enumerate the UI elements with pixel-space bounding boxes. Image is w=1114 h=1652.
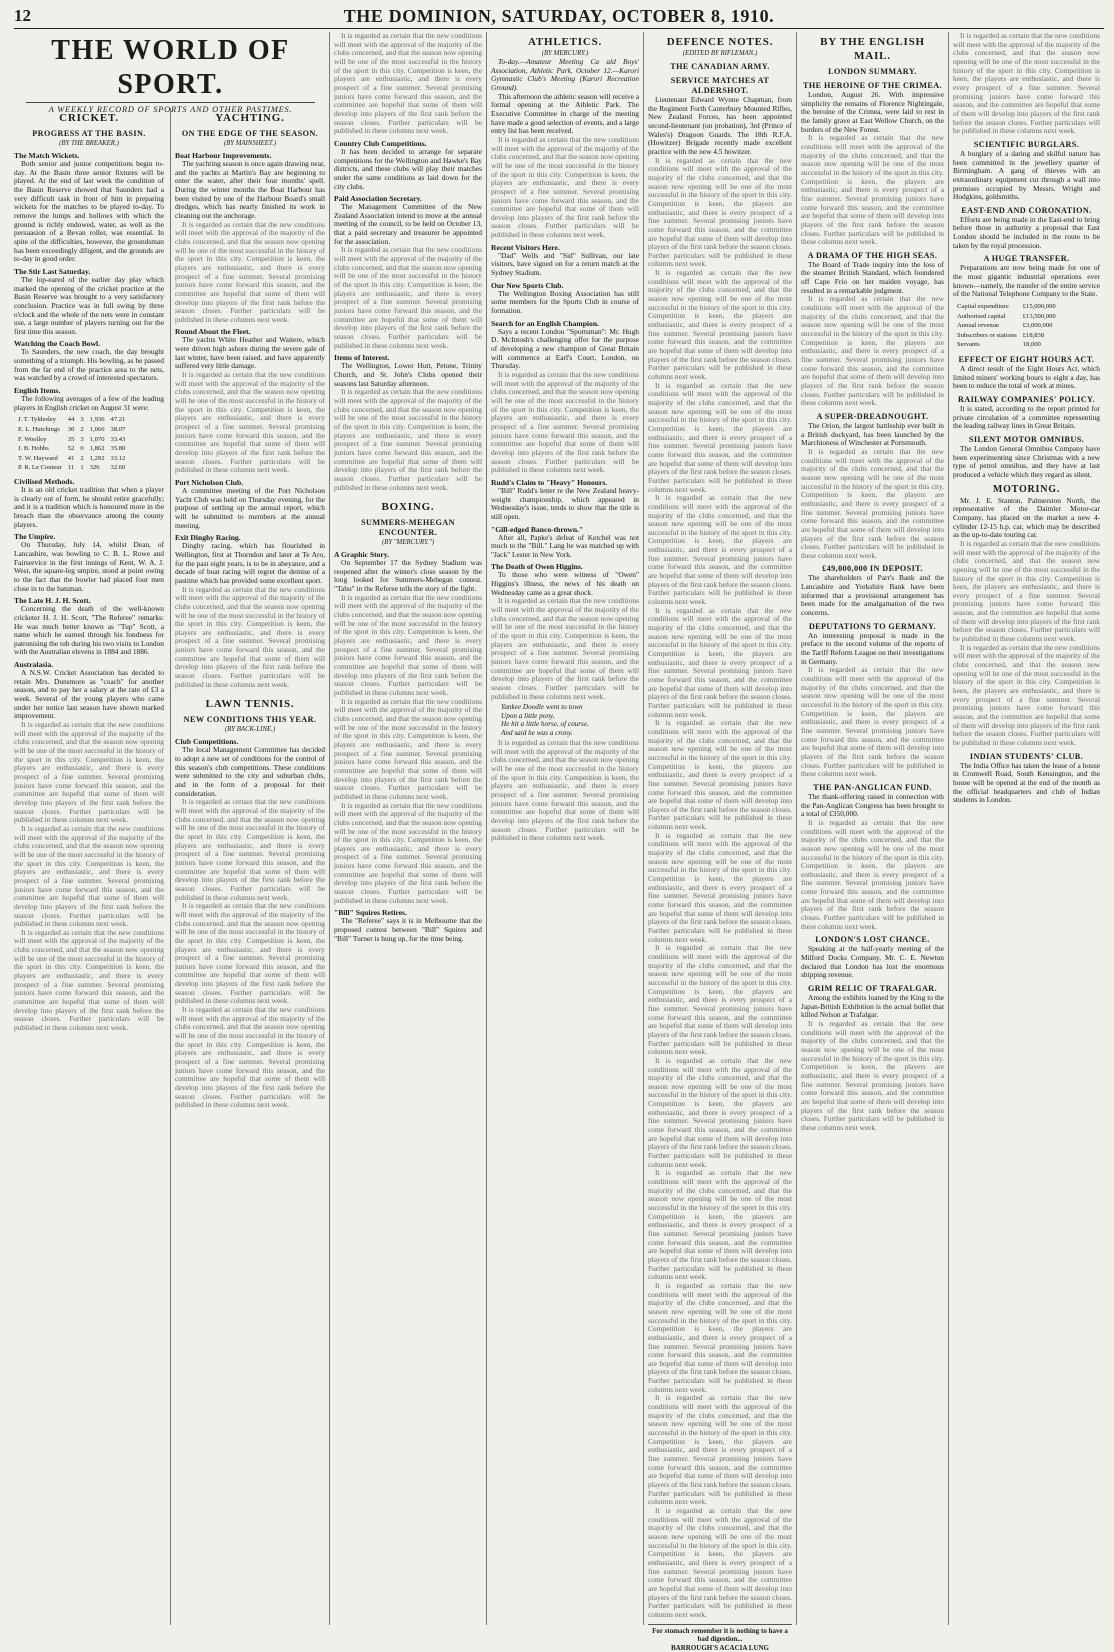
column-rule bbox=[948, 32, 949, 1625]
article-subhead: A HUGE TRANSFER. bbox=[953, 254, 1100, 264]
article-paragraph: The Orion, the largest battleship ever built in a British dockyard, has been launched by the Marchioness of Winchester at Portsmouth. bbox=[801, 422, 944, 448]
table-row: Authorised capital £13,500,000 bbox=[955, 313, 1058, 321]
byline: (BY THE BREAKER.) bbox=[14, 139, 164, 148]
article-paragraph: The yachting season is once again drawing near, and the yachts at Martin's Bay are beginning to enter the water, after their four months' spell. During the winter months the Boat Harbour has been visited by one of the Harbour Board's small dredges, which has nearly finished its work in cleaning out the anchorage. bbox=[175, 160, 325, 221]
article-paragraph: This afternoon the athletic season will receive a formal opening at the Athletic Park. The Executive Committee in charge of the meeting have made a good selection of events, and a large entry list has been received. bbox=[491, 93, 639, 136]
byline: (BY MAINSHEET.) bbox=[175, 139, 325, 148]
article-paragraph: It is regarded as certain that the new conditions will meet with the approval of the majority of the clubs concerned, and that the season now opening will be one of the most successful in the history of the sport in this city. Competition is keen, the players are enthusiastic, and there is every prospect of a fine summer. Several promising juniors have come forward this season, and the committee are hopeful that some of them will develop into players of the first rank before the season closes. Further particulars will be published in these columns next week. bbox=[14, 929, 164, 1033]
article-subhead: Search for an English Champion. bbox=[491, 319, 639, 328]
article-paragraph: It is regarded as certain that the new conditions will meet with the approval of the majority of the clubs concerned, and that the season now opening will be one of the most successful in the history of the sport in this city. Competition is keen, the players are enthusiastic, and there is every prospect of a fine summer. Several promising juniors have come forward this season, and the committee are hopeful that some of them will develop into players of the first rank before the season closes. Further particulars will be published in these columns next week. bbox=[14, 721, 164, 825]
column-yachting bbox=[175, 108, 325, 1627]
article-subhead: Civilised Methods. bbox=[14, 477, 164, 486]
article-paragraph: It is regarded as certain that the new conditions will meet with the approval of the majority of the clubs concerned, and that the season now opening will be one of the most successful in the history of the sport in this city. Competition is keen, the players are enthusiastic, and there is every prospect of a fine summer. Several promising juniors have come forward this season, and the committee are hopeful that some of them will develop into players of the first rank before the season closes. Further particulars will be published in these columns next week. bbox=[491, 136, 639, 240]
article-subhead: Rudd's Claim to "Heavy" Honours. bbox=[491, 478, 639, 487]
article-paragraph: It is regarded as certain that the new conditions will meet with the approval of the majority of the clubs concerned, and that the season now opening will be one of the most successful in the history of the sport in this city. Competition is keen, the players are enthusiastic, and there is every prospect of a fine summer. Several promising juniors have come forward this season, and the committee are hopeful that some of them will develop into players of the first rank before the season closes. Further particulars will be published in these columns next week. bbox=[953, 540, 1100, 644]
masthead-subtitle: A WEEKLY RECORD OF SPORTS AND OTHER PASTIMES. bbox=[14, 103, 327, 117]
table-row: F. Woolley 35 3 1,070 33.43 bbox=[16, 436, 127, 444]
article-paragraph: It is regarded as certain that the new conditions will meet with the approval of the majority of the clubs concerned, and that the season now opening will be one of the most successful in the history of the sport in this city. Competition is keen, the players are enthusiastic, and there is every prospect of a fine summer. Several promising juniors have come forward this season, and the committee are hopeful that some of them will develop into players of the first rank before the season closes. Further particulars will be published in these columns next week. bbox=[801, 295, 944, 408]
article-subhead: DEPUTATIONS TO GERMANY. bbox=[801, 622, 944, 632]
article-paragraph: The India Office has taken the lease of a house in Cromwell Road, South Kensington, and the house will be opened at the end of the month as the official headquarters and club of Indian students in London. bbox=[953, 762, 1100, 805]
article-paragraph: It is regarded as certain that the new conditions will meet with the approval of the majority of the clubs concerned, and that the season now opening will be one of the most successful in the history of the sport in this city. Competition is keen, the players are enthusiastic, and there is every prospect of a fine summer. Several promising juniors have come forward this season, and the committee are hopeful that some of them will develop into players of the first rank before the season closes. Further particulars will be published in these columns next week. bbox=[334, 388, 482, 492]
article-paragraph: It is regarded as certain that the new conditions will meet with the approval of the majority of the clubs concerned, and that the season now opening will be one of the most successful in the history of the sport in this city. Competition is keen, the players are enthusiastic, and there is every prospect of a fine summer. Several promising juniors have come forward this season, and the committee are hopeful that some of them will develop into players of the first rank before the season closes. Further particulars will be published in these columns next week. bbox=[175, 902, 325, 1006]
article-subhead: The Death of Owen Higgins. bbox=[491, 562, 639, 571]
article-paragraph: The local Management Committee has decided to adopt a new set of conditions for the control of this season's club competitions. These conditions were submitted to the city and suburban clubs, and in the form of a proposal for their consideration. bbox=[175, 746, 325, 798]
article-subhead: Items of Interest. bbox=[334, 353, 482, 362]
column-english-mail bbox=[801, 32, 944, 1627]
article-subhead: Recent Visitors Here. bbox=[491, 243, 639, 252]
article-subhead: Country Club Competitions. bbox=[334, 139, 482, 148]
column-defence bbox=[648, 32, 792, 1627]
article-subhead: LONDON'S LOST CHANCE. bbox=[801, 935, 944, 945]
article-paragraph: The Management Committee of the New Zealand Association intend to move at the annual meeting of the council, to be held on October 13, that a paid secretary and treasurer be appointed for the association. bbox=[334, 203, 482, 246]
byline: (EDITED BY RIFLEMAN.) bbox=[648, 49, 792, 58]
article-subhead: Boat Harbour Improvements. bbox=[175, 151, 325, 160]
article-paragraph: A direct result of the Eight Hours Act, which limited miners' working hours to eight a day, has been to reduce the total of work at mines. bbox=[953, 365, 1100, 391]
column-rule bbox=[486, 32, 487, 1625]
article-paragraph: On September 17 the Sydney Stadium was reopened after the winter's close season by the long looked for Summers-Mehegan contest. "Tahu" in the Referee tells the story of the fight. bbox=[334, 559, 482, 594]
article-subhead: Round About the Fleet. bbox=[175, 327, 325, 336]
article-paragraph: It is regarded as certain that the new conditions will meet with the approval of the majority of the clubs concerned, and that the season now opening will be one of the most successful in the history of the sport in this city. Competition is keen, the players are enthusiastic, and there is every prospect of a fine summer. Several promising juniors have come forward this season, and the committee are hopeful that some of them will develop into players of the first rank before the season closes. Further particulars will be published in these columns next week. bbox=[648, 944, 792, 1057]
section-subheading: PROGRESS AT THE BASIN. bbox=[14, 129, 164, 139]
article-subhead: Exit Dinghy Racing. bbox=[175, 533, 325, 542]
article-subhead: A DRAMA OF THE HIGH SEAS. bbox=[801, 251, 944, 261]
article-subhead: "Gill-edged Banco-thrown." bbox=[491, 525, 639, 534]
section-heading: DEFENCE NOTES. bbox=[648, 35, 792, 49]
article-paragraph: A committee meeting of the Port Nicholson Yacht Club was held on Thursday evening, for the purpose of settling up the annual report, which will be submitted to members at the annual meeting. bbox=[175, 487, 325, 530]
table-row: J. B. Hobbs 52 0 1,862 35.80 bbox=[16, 445, 127, 453]
page-header bbox=[14, 6, 1104, 29]
article-paragraph: Speaking at the half-yearly meeting of the Milford Docks Company, Mr. C. E. Newton declared that London has lost the enormous shipping revenue. bbox=[801, 945, 944, 980]
article-subhead: THE HEROINE OF THE CRIMEA. bbox=[801, 81, 944, 91]
article-paragraph: It is regarded as certain that the new conditions will meet with the approval of the majority of the clubs concerned, and that the season now opening will be one of the most successful in the history of the sport in this city. Competition is keen, the players are enthusiastic, and there is every prospect of a fine summer. Several promising juniors have come forward this season, and the committee are hopeful that some of them will develop into players of the first rank before the season closes. Further particulars will be published in these columns next week. bbox=[334, 246, 482, 350]
article-paragraph: It is regarded as certain that the new conditions will meet with the approval of the majority of the clubs concerned, and that the season now opening will be one of the most successful in the history of the sport in this city. Competition is keen, the players are enthusiastic, and there is every prospect of a fine summer. Several promising juniors have come forward this season, and the committee are hopeful that some of them will develop into players of the first rank before the season closes. Further particulars will be published in these columns next week. bbox=[648, 719, 792, 832]
article-subhead: EAST-END AND CORONATION. bbox=[953, 206, 1100, 216]
article-paragraph: The Wellington Boxing Association has still some members for the Sports Club in course of formation. bbox=[491, 290, 639, 316]
article-subhead: Watching the Coach Bowl. bbox=[14, 339, 164, 348]
article-paragraph: To those who were witness of "Owen" Higgins's illness, the news of his death on Wednesday came as a great shock. bbox=[491, 571, 639, 597]
masthead bbox=[14, 32, 327, 104]
article-subhead: Australasia. bbox=[14, 660, 164, 669]
article-paragraph: It is regarded as certain that the new conditions will meet with the approval of the majority of the clubs concerned, and that the season now opening will be one of the most successful in the history of the sport in this city. Competition is keen, the players are enthusiastic, and there is every prospect of a fine summer. Several promising juniors have come forward this season, and the committee are hopeful that some of them will develop into players of the first rank before the season closes. Further particulars will be published in these columns next week. bbox=[648, 1169, 792, 1282]
section-subheading: LONDON SUMMARY. bbox=[801, 67, 944, 77]
table-row: Capital expenditure £15,000,000 bbox=[955, 303, 1058, 311]
table-row: Annual revenue £3,000,000 bbox=[955, 322, 1058, 330]
page-number: 12 bbox=[14, 6, 31, 26]
column-rule bbox=[796, 32, 797, 1625]
fixtures: To-day.—Amateur Meeting Ca ald Boys' Association, Athletic Park. October 12.—Karori Gymnastic Club's Meeting (Karori Recreation Ground). bbox=[491, 58, 639, 93]
article-paragraph: It is regarded as certain that the new conditions will meet with the approval of the majority of the clubs concerned, and that the season now opening will be one of the most successful in the history of the sport in this city. Competition is keen, the players are enthusiastic, and there is every prospect of a fine summer. Several promising juniors have come forward this season, and the committee are hopeful that some of them will develop into players of the first rank before the season closes. Further particulars will be published in these columns next week. bbox=[491, 371, 639, 475]
byline: (BY "MERCURY.") bbox=[334, 538, 482, 547]
article-paragraph: Among the exhibits loaned by the King to the Japan-British Exhibition is the actual bullet that killed Nelson at Trafalgar. bbox=[801, 994, 944, 1020]
article-subhead: The Match Wickets. bbox=[14, 151, 164, 160]
article-paragraph: Dinghy racing, which has flourished in Wellington, first at Thorndon and later at Te Aro, for the past eight years, is to be in abeyance, and a decade of boat racing will regret the demise of a pastime which has provided some excellent sport. bbox=[175, 542, 325, 585]
article-subhead: SCIENTIFIC BURGLARS. bbox=[953, 140, 1100, 150]
article-subhead: "Bill" Squires Retires. bbox=[334, 908, 482, 917]
article-paragraph: The London General Omnibus Company have been experimenting since Christmas with a new type of petrol omnibus, and they have at last produced a vehicle which they regard as silent. bbox=[953, 445, 1100, 480]
article-paragraph: "Bill" Rudd's letter re the New Zealand heavy-weight championship, which appeared in Wednesday's issue, tends to show that the title is still open. bbox=[491, 487, 639, 522]
article-paragraph: A N.S.W. Cricket Association has decided to retain Mrs. Dunsmore as "coach" for another season, and to pay her a salary at the rate of £3 a week. Several of the young players who came under her notice last season have shown marked improvement. bbox=[14, 669, 164, 721]
article-subhead: English Items. bbox=[14, 386, 164, 395]
article-paragraph: It is regarded as certain that the new conditions will meet with the approval of the majority of the clubs concerned, and that the season now opening will be one of the most successful in the history of the sport in this city. Competition is keen, the players are enthusiastic, and there is every prospect of a fine summer. Several promising juniors have come forward this season, and the committee are hopeful that some of them will develop into players of the first rank before the season closes. Further particulars will be published in these columns next week. bbox=[175, 798, 325, 902]
section-subheading: ON THE EDGE OF THE SEASON. bbox=[175, 129, 325, 139]
advertisement: For stomach remember it is nothing to have a bad digestion... BARROUGH'S ACACIA LUNG bbox=[648, 1624, 792, 1652]
section-heading: BY THE ENGLISH MAIL. bbox=[801, 35, 944, 63]
section-heading: YACHTING. bbox=[175, 111, 325, 125]
article-paragraph: It is regarded as certain that the new conditions will meet with the approval of the majority of the clubs concerned, and that the season now opening will be one of the most successful in the history of the sport in this city. Competition is keen, the players are enthusiastic, and there is every prospect of a fine summer. Several promising juniors have come forward this season, and the committee are hopeful that some of them will develop into players of the first rank before the season closes. Further particulars will be published in these columns next week. bbox=[648, 494, 792, 607]
article-subhead: Club Competitions. bbox=[175, 737, 325, 746]
article-paragraph: Concerning the death of the well-known cricketer H. J. H. Scott, "The Referee" remarks: He was much better known as "Tup" Scott, a name which he earned through his fondness for patronising the tub during his two visits to London with the Australian elevens in 1884 and 1886. bbox=[14, 605, 164, 657]
column-rule bbox=[170, 108, 171, 1625]
article-paragraph: It is regarded as certain that the new conditions will meet with the approval of the majority of the clubs concerned, and that the season now opening will be one of the most successful in the history of the sport in this city. Competition is keen, the players are enthusiastic, and there is every prospect of a fine summer. Several promising juniors have come forward this season, and the committee are hopeful that some of them will develop into players of the first rank before the season closes. Further particulars will be published in these columns next week. bbox=[953, 32, 1100, 136]
article-paragraph: After all, Papke's defeat of Ketchel was not much to the "Bill." Lang he was matched up with "Jack" Lester in New York. bbox=[491, 534, 639, 560]
article-subhead: The Late H. J. H. Scott. bbox=[14, 596, 164, 605]
article-paragraph: A burglary of a daring and skilful nature has been committed in the jewellery quarter of Birmingham. A gang of thieves with an extraordinary equipment cut through a wall into premises occupied by Messrs. Wright and Hodgkins, goldsmiths. bbox=[953, 150, 1100, 202]
article-paragraph: An interesting proposal is made in the preface to the second volume of the reports of the Tariff Reform League on their investigations in Germany. bbox=[801, 632, 944, 667]
article-paragraph: It is regarded as certain that the new conditions will meet with the approval of the majority of the clubs concerned, and that the season now opening will be one of the most successful in the history of the sport in this city. Competition is keen, the players are enthusiastic, and there is every prospect of a fine summer. Several promising juniors have come forward this season, and the committee are hopeful that some of them will develop into players of the first rank before the season closes. Further particulars will be published in these columns next week. bbox=[801, 666, 944, 779]
table-row: P. R. Le Couteur 11 1 326 32.60 bbox=[16, 464, 127, 472]
column-boxing bbox=[334, 32, 482, 1627]
article-paragraph: It is regarded as certain that the new conditions will meet with the approval of the majority of the clubs concerned, and that the season now opening will be one of the most successful in the history of the sport in this city. Competition is keen, the players are enthusiastic, and there is every prospect of a fine summer. Several promising juniors have come forward this season, and the committee are hopeful that some of them will develop into players of the first rank before the season closes. Further particulars will be published in these columns next week. bbox=[648, 269, 792, 382]
byline: (BY BACK-LINE.) bbox=[175, 725, 325, 734]
article-paragraph: The Board of Trade inquiry into the loss of the steamer British Standard, which foundered off Cape Frio on her maiden voyage, has resulted in a remarkable judgment. bbox=[801, 261, 944, 296]
article-paragraph: To Saunders, the new coach, the day brought something of a triumph. His bowling, as he passed from the far end of the practice area to the nets, was watched by a crowd of interested spectators. bbox=[14, 348, 164, 383]
article-subhead: RAILWAY COMPANIES' POLICY. bbox=[953, 395, 1100, 405]
column-rule bbox=[329, 32, 330, 1625]
section-heading: ATHLETICS. bbox=[491, 35, 639, 49]
section-subheading: THE CANADIAN ARMY. bbox=[648, 62, 792, 72]
article-paragraph: It is regarded as certain that the new conditions will meet with the approval of the majority of the clubs concerned, and that the season now opening will be one of the most successful in the history of the sport in this city. Competition is keen, the players are enthusiastic, and there is every prospect of a fine summer. Several promising juniors have come forward this season, and the committee are hopeful that some of them will develop into players of the first rank before the season closes. Further particulars will be published in these columns next week. bbox=[491, 597, 639, 701]
article-paragraph: The shareholders of Parr's Bank and the Lancashire and Yorkshire Bank have been informed that a provisional arrangement has been made for the amalgamation of the two concerns. bbox=[801, 574, 944, 617]
article-paragraph: It is regarded as certain that the new conditions will meet with the approval of the majority of the clubs concerned, and that the season now opening will be one of the most successful in the history of the sport in this city. Competition is keen, the players are enthusiastic, and there is every prospect of a fine summer. Several promising juniors have come forward this season, and the committee are hopeful that some of them will develop into players of the first rank before the season closes. Further particulars will be published in these columns next week. bbox=[175, 1006, 325, 1110]
section-subheading: NEW CONDITIONS THIS YEAR. bbox=[175, 715, 325, 725]
article-paragraph: It is regarded as certain that the new conditions will meet with the approval of the majority of the clubs concerned, and that the season now opening will be one of the most successful in the history of the sport in this city. Competition is keen, the players are enthusiastic, and there is every prospect of a fine summer. Several promising juniors have come forward this season, and the committee are hopeful that some of them will develop into players of the first rank before the season closes. Further particulars will be published in these columns next week. bbox=[648, 832, 792, 945]
article-subhead: Port Nicholson Club. bbox=[175, 478, 325, 487]
column-london-summary bbox=[953, 32, 1100, 1627]
article-paragraph: It is regarded as certain that the new conditions will meet with the approval of the majority of the clubs concerned, and that the season now opening will be one of the most successful in the history of the sport in this city. Competition is keen, the players are enthusiastic, and there is every prospect of a fine summer. Several promising juniors have come forward this season, and the committee are hopeful that some of them will develop into players of the first rank before the season closes. Further particulars will be published in these columns next week. bbox=[14, 825, 164, 929]
table-row: E. L. Hutchings 30 2 1,066 38.07 bbox=[16, 426, 127, 434]
article-subhead: SILENT MOTOR OMNIBUS. bbox=[953, 435, 1100, 445]
byline: (BY MERCURY.) bbox=[491, 49, 639, 58]
article-paragraph: It is regarded as certain that the new conditions will meet with the approval of the majority of the clubs concerned, and that the season now opening will be one of the most successful in the history of the sport in this city. Competition is keen, the players are enthusiastic, and there is every prospect of a fine summer. Several promising juniors have come forward this season, and the committee are hopeful that some of them will develop into players of the first rank before the season closes. Further particulars will be published in these columns next week. bbox=[334, 32, 482, 136]
article-paragraph: It is regarded as certain that the new conditions will meet with the approval of the majority of the clubs concerned, and that the season now opening will be one of the most successful in the history of the sport in this city. Competition is keen, the players are enthusiastic, and there is every prospect of a fine summer. Several promising juniors have come forward this season, and the committee are hopeful that some of them will develop into players of the first rank before the season closes. Further particulars will be published in these columns next week. bbox=[648, 1282, 792, 1395]
article-paragraph: The Wellington, Lower Hutt, Petone, Trinity Church, and St. John's Clubs opened their seasons last Saturday afternoon. bbox=[334, 362, 482, 388]
section-subheading: SUMMERS-MEHEGAN ENCOUNTER. bbox=[334, 518, 482, 538]
article-paragraph: It is regarded as certain that the new conditions will meet with the approval of the majority of the clubs concerned, and that the season now opening will be one of the most successful in the history of the sport in this city. Competition is keen, the players are enthusiastic, and there is every prospect of a fine summer. Several promising juniors have come forward this season, and the committee are hopeful that some of them will develop into players of the first rank before the season closes. Further particulars will be published in these columns next week. bbox=[648, 607, 792, 720]
article-paragraph: The "Referee" says it is in Melbourne that the proposed contest between "Bill" Squires and "Bill" Turner is hung up, for the time being. bbox=[334, 917, 482, 943]
section-heading: BOXING. bbox=[334, 500, 482, 514]
article-paragraph: It is regarded as certain that the new conditions will meet with the approval of the majority of the clubs concerned, and that the season now opening will be one of the most successful in the history of the sport in this city. Competition is keen, the players are enthusiastic, and there is every prospect of a fine summer. Several promising juniors have come forward this season, and the committee are hopeful that some of them will develop into players of the first rank before the season closes. Further particulars will be published in these columns next week. bbox=[648, 1394, 792, 1507]
article-subhead: The Umpire. bbox=[14, 532, 164, 541]
article-subhead: THE PAN-ANGLICAN FUND. bbox=[801, 783, 944, 793]
article-paragraph: It is regarded as certain that the new conditions will meet with the approval of the majority of the clubs concerned, and that the season now opening will be one of the most successful in the history of the sport in this city. Competition is keen, the players are enthusiastic, and there is every prospect of a fine summer. Several promising juniors have come forward this season, and the committee are hopeful that some of them will develop into players of the first rank before the season closes. Further particulars will be published in these columns next week. bbox=[334, 698, 482, 802]
article-paragraph: It is regarded as certain that the new conditions will meet with the approval of the majority of the clubs concerned, and that the season now opening will be one of the most successful in the history of the sport in this city. Competition is keen, the players are enthusiastic, and there is every prospect of a fine summer. Several promising juniors have come forward this season, and the committee are hopeful that some of them will develop into players of the first rank before the season closes. Further particulars will be published in these columns next week. bbox=[953, 644, 1100, 748]
article-paragraph: Says a recent London "Sportsman": Mr. Hugh D. McIntosh's challenging offer for the purpose of developing a new champion of Great Britain will commence at Earl's Court, London, on Thursday. bbox=[491, 328, 639, 371]
article-subhead: INDIAN STUDENTS' CLUB. bbox=[953, 752, 1100, 762]
article-paragraph: It is regarded as certain that the new conditions will meet with the approval of the majority of the clubs concerned, and that the season now opening will be one of the most successful in the history of the sport in this city. Competition is keen, the players are enthusiastic, and there is every prospect of a fine summer. Several promising juniors have come forward this season, and the committee are hopeful that some of them will develop into players of the first rank before the season closes. Further particulars will be published in these columns next week. bbox=[801, 134, 944, 247]
article-subhead: GRIM RELIC OF TRAFALGAR. bbox=[801, 984, 944, 994]
article-paragraph: "Dad" Wells and "Sid" Sullivan, our late visitors, have signed on for a return match at the Sydney Stadium. bbox=[491, 252, 639, 278]
article-paragraph: It is regarded as certain that the new conditions will meet with the approval of the majority of the clubs concerned, and that the season now opening will be one of the most successful in the history of the sport in this city. Competition is keen, the players are enthusiastic, and there is every prospect of a fine summer. Several promising juniors have come forward this season, and the committee are hopeful that some of them will develop into players of the first rank before the season closes. Further particulars will be published in these columns next week. bbox=[175, 586, 325, 690]
table-row: Servants 18,000 bbox=[955, 341, 1058, 349]
article-paragraph: It is regarded as certain that the new conditions will meet with the approval of the majority of the clubs concerned, and that the season now opening will be one of the most successful in the history of the sport in this city. Competition is keen, the players are enthusiastic, and there is every prospect of a fine summer. Several promising juniors have come forward this season, and the committee are hopeful that some of them will develop into players of the first rank before the season closes. Further particulars will be published in these columns next week. bbox=[801, 819, 944, 932]
article-paragraph: It is regarded as certain that the new conditions will meet with the approval of the majority of the clubs concerned, and that the season now opening will be one of the most successful in the history of the sport in this city. Competition is keen, the players are enthusiastic, and there is every prospect of a fine summer. Several promising juniors have come forward this season, and the committee are hopeful that some of them will develop into players of the first rank before the season closes. Further particulars will be published in these columns next week. bbox=[648, 1057, 792, 1170]
article-subhead: EFFECT OF EIGHT HOURS ACT. bbox=[953, 355, 1100, 365]
capital-table bbox=[953, 301, 1060, 351]
article-subhead: £49,000,000 IN DEPOSIT. bbox=[801, 564, 944, 574]
article-paragraph: It is regarded as certain that the new conditions will meet with the approval of the majority of the clubs concerned, and that the season now opening will be one of the most successful in the history of the sport in this city. Competition is keen, the players are enthusiastic, and there is every prospect of a fine summer. Several promising juniors have come forward this season, and the committee are hopeful that some of them will develop into players of the first rank before the season closes. Further particulars will be published in these columns next week. bbox=[801, 448, 944, 561]
article-paragraph: Efforts are being made in the East-end to bring before those in authority a proposal that East London should be included in the route to be taken by the royal procession. bbox=[953, 216, 1100, 251]
column-rule bbox=[643, 32, 644, 1625]
article-paragraph: It is regarded as certain that the new conditions will meet with the approval of the majority of the clubs concerned, and that the season now opening will be one of the most successful in the history of the sport in this city. Competition is keen, the players are enthusiastic, and there is every prospect of a fine summer. Several promising juniors have come forward this season, and the committee are hopeful that some of them will develop into players of the first rank before the season closes. Further particulars will be published in these columns next week. bbox=[175, 371, 325, 475]
article-paragraph: It is regarded as certain that the new conditions will meet with the approval of the majority of the clubs concerned, and that the season now opening will be one of the most successful in the history of the sport in this city. Competition is keen, the players are enthusiastic, and there is every prospect of a fine summer. Several promising juniors have come forward this season, and the committee are hopeful that some of them will develop into players of the first rank before the season closes. Further particulars will be published in these columns next week. bbox=[801, 1020, 944, 1133]
article-subhead: A SUPER-DREADNOUGHT. bbox=[801, 412, 944, 422]
masthead-title: THE WORLD OF SPORT. bbox=[26, 34, 315, 103]
verse: Yankee Doodle went to town Upon a little pony, He hit a little horse, of course, And said he was a crony. bbox=[491, 703, 639, 737]
article-paragraph: On Thursday, July 14, whilst Dean, of Lancashire, was bowling to C. B. L. Rowe and Fairservice in the first innings of Kent, W. A. J. West, the square-leg umpire, stood at point owing to the fact that the bowler had placed four men close in to the batsman. bbox=[14, 541, 164, 593]
article-paragraph: The following averages of a few of the leading players in English cricket on August 31 were: bbox=[14, 395, 164, 412]
article-subhead: Our New Sports Club. bbox=[491, 281, 639, 290]
article-paragraph: It is regarded as certain that the new conditions will meet with the approval of the majority of the clubs concerned, and that the season now opening will be one of the most successful in the history of the sport in this city. Competition is keen, the players are enthusiastic, and there is every prospect of a fine summer. Several promising juniors have come forward this season, and the committee are hopeful that some of them will develop into players of the first rank before the season closes. Further particulars will be published in these columns next week. bbox=[648, 382, 792, 495]
article-paragraph: It is regarded as certain that the new conditions will meet with the approval of the majority of the clubs concerned, and that the season now opening will be one of the most successful in the history of the sport in this city. Competition is keen, the players are enthusiastic, and there is every prospect of a fine summer. Several promising juniors have come forward this season, and the committee are hopeful that some of them will develop into players of the first rank before the season closes. Further particulars will be published in these columns next week. bbox=[491, 739, 639, 843]
article-paragraph: It is regarded as certain that the new conditions will meet with the approval of the majority of the clubs concerned, and that the season now opening will be one of the most successful in the history of the sport in this city. Competition is keen, the players are enthusiastic, and there is every prospect of a fine summer. Several promising juniors have come forward this season, and the committee are hopeful that some of them will develop into players of the first rank before the season closes. Further particulars will be published in these columns next week. bbox=[334, 802, 482, 906]
section-heading: MOTORING. bbox=[953, 483, 1100, 497]
article-paragraph: London, August 26. With impressive simplicity the remains of Florence Nightingale, the heroine of the Crimea, were laid to rest in the family grave at East Wellow Church, on the borders of the New Forest. bbox=[801, 91, 944, 134]
article-paragraph: It is regarded as certain that the new conditions will meet with the approval of the majority of the clubs concerned, and that the season now opening will be one of the most successful in the history of the sport in this city. Competition is keen, the players are enthusiastic, and there is every prospect of a fine summer. Several promising juniors have come forward this season, and the committee are hopeful that some of them will develop into players of the first rank before the season closes. Further particulars will be published in these columns next week. bbox=[334, 594, 482, 698]
article-subhead: A Graphic Story. bbox=[334, 550, 482, 559]
article-paragraph: Preparations are now being made for one of the most gigantic industrial operations ever known—namely, the transfer of the entire service of the National Telephone Company to the State. bbox=[953, 264, 1100, 299]
section-heading: CRICKET. bbox=[14, 111, 164, 125]
article-paragraph: Both senior and junior competitions begin to-day. At the Basin three senior fixtures will be played. At the end of last week the condition of the Basin Reserve showed that Saunders had a very difficult task in front of him in preparing wickets for the matches to be played to-day. To remove the lumps and hollows with which the ground is richly endowed, water, as well as the persuasion of a Bevan roller, was essential. In spite of the difficulties, however, the groundsman has been exceedingly diligent, and the grounds are to-day in good order. bbox=[14, 160, 164, 264]
article-paragraph: It is an old cricket tradition that when a player is clearly out of form, he should retire gracefully; and it is a tradition which is honoured more in the breach than the observance among the county players. bbox=[14, 486, 164, 529]
paper-dateline: THE DOMINION, SATURDAY, OCTOBER 8, 1910. bbox=[14, 6, 1104, 27]
averages-table bbox=[14, 414, 129, 474]
article-paragraph: The lop-eared of the earlier day play which marked the opening of the cricket practice at the Basin Reserve was brought to a very satisfactory conclusion. Practice was in full swing by three o'clock and the whole of the nets were in constant use, a large number of players turning out for the first time this season. bbox=[14, 276, 164, 337]
article-paragraph: It has been decided to arrange for separate competitions for the Wellington and Hawke's Bay districts, and these clubs will play their matches under the same conditions as laid down for the city clubs. bbox=[334, 148, 482, 191]
table-row: J. T. Tyldesley 44 3 1,936 47.21 bbox=[16, 416, 127, 424]
article-paragraph: The thank-offering raised in connection with the Pan-Anglican Congress has been brought to a total of £350,000. bbox=[801, 793, 944, 819]
table-row: Subscribers or stations £18,838 bbox=[955, 332, 1058, 340]
section-subheading: SERVICE MATCHES AT ALDERSHOT. bbox=[648, 76, 792, 96]
article-paragraph: It is regarded as certain that the new conditions will meet with the approval of the majority of the clubs concerned, and that the season now opening will be one of the most successful in the history of the sport in this city. Competition is keen, the players are enthusiastic, and there is every prospect of a fine summer. Several promising juniors have come forward this season, and the committee are hopeful that some of them will develop into players of the first rank before the season closes. Further particulars will be published in these columns next week. bbox=[175, 221, 325, 325]
column-cricket bbox=[14, 108, 164, 1627]
article-paragraph: Mr. J. E. Stanton, Palmerston North, the representative of the Daimler Motor-car Company, has placed on the market a new 4-cylinder 12-15 h.p. car, which may be described as the up-to-date touring car. bbox=[953, 497, 1100, 540]
column-athletics bbox=[491, 32, 639, 1627]
article-subhead: Paid Association Secretary. bbox=[334, 194, 482, 203]
article-paragraph: It is stated, according to the report printed for private circulation of a committee representing the leading railway lines in Great Britain. bbox=[953, 405, 1100, 431]
article-paragraph: The yachts White Heather and Waitere, which were driven high ashore during the severe gale of last winter, have been raised, and have apparently suffered very little damage. bbox=[175, 336, 325, 371]
article-paragraph: It is regarded as certain that the new conditions will meet with the approval of the majority of the clubs concerned, and that the season now opening will be one of the most successful in the history of the sport in this city. Competition is keen, the players are enthusiastic, and there is every prospect of a fine summer. Several promising juniors have come forward this season, and the committee are hopeful that some of them will develop into players of the first rank before the season closes. Further particulars will be published in these columns next week. bbox=[648, 157, 792, 270]
article-paragraph: Lieutenant Edward Wynne Chapman, from the Regiment Forth Canterbury Mounted Rifles, New Zealand Forces, has been appointed second-lieutenant (on probation), 3rd (Prince of Wales's) Dragoon Guards. The 18th R.F.A. (Howitzer) Brigade recently made excellent practice with the new 4.5 howitzer. bbox=[648, 96, 792, 157]
article-subhead: The Stir Last Saturday. bbox=[14, 267, 164, 276]
section-heading: LAWN TENNIS. bbox=[175, 697, 325, 711]
table-row: T. W. Hayward 41 2 1,292 33.12 bbox=[16, 455, 127, 463]
article-paragraph: It is regarded as certain that the new conditions will meet with the approval of the majority of the clubs concerned, and that the season now opening will be one of the most successful in the history of the sport in this city. Competition is keen, the players are enthusiastic, and there is every prospect of a fine summer. Several promising juniors have come forward this season, and the committee are hopeful that some of them will develop into players of the first rank before the season closes. Further particulars will be published in these columns next week. bbox=[648, 1507, 792, 1620]
